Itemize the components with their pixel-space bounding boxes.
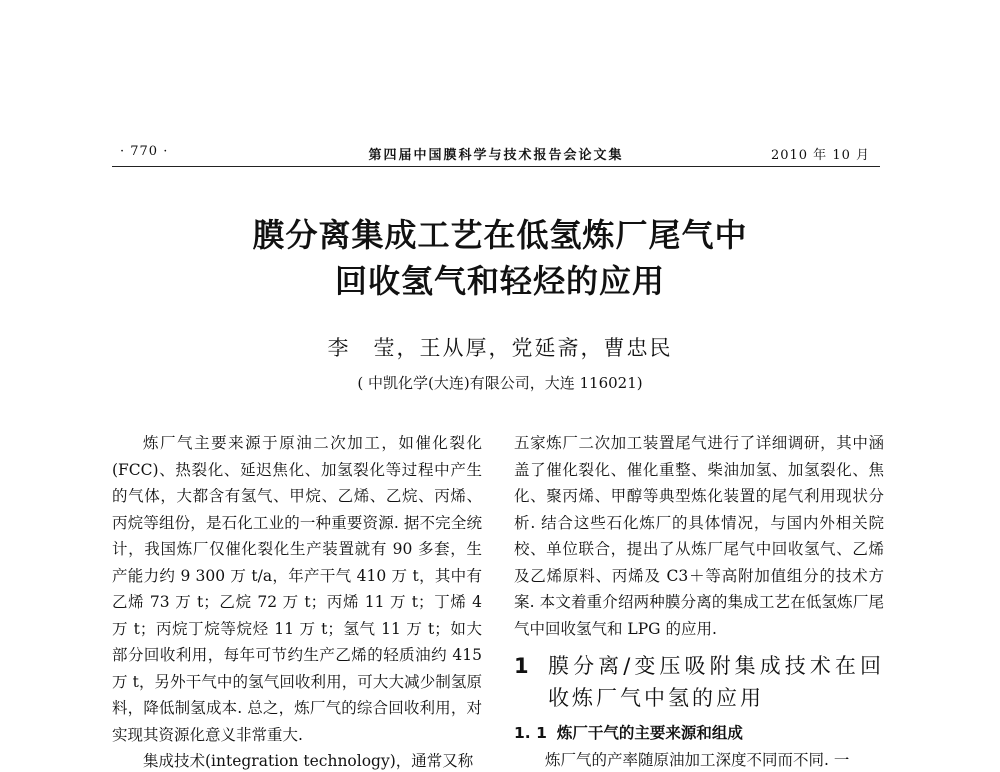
left-paragraph-1: 炼厂气主要来源于原油二次加工，如催化裂化(FCC)、热裂化、延迟焦化、加氢裂化等过程中产生的气体，大都含有氢气、甲烷、乙烯、乙烷、丙烯、丙烷等组份，是石化工业的一种重要资源. 据不完全统计，我国炼厂仅催化裂化生产装置就有 90 多套，生产能力约 9 300 万 t/a，年产干气 410 万 t，其中有乙烯 73 万 t；乙烷 72 万 t；丙烯 11 万 t；丁烯 4 万 t；丙烷丁烷等烷烃 11 万 t；氢气 11 万 t；如大部分回收利用，每年可节约生产乙烯的轻质油约 415 万 t，另外干气中的氢气回收利用，可大大减少制氢原料，降低制氢成本. 总之，炼厂气的综合回收利用，对实现其资源化意义非常重大. <box>112 434 482 744</box>
page-number: · 770 · <box>120 144 169 159</box>
section-1-title: 膜分离/变压吸附集成技术在回收炼厂气中氢的应用 <box>548 654 884 710</box>
section-1-1-heading <box>514 720 884 747</box>
journal-name: 第四届中国膜科学与技术报告会论文集 <box>368 148 624 163</box>
right-column <box>514 430 884 771</box>
publication-date: 2010 年 10 月 <box>770 148 870 163</box>
section-1-heading <box>514 650 884 714</box>
left-column <box>112 430 482 772</box>
right-paragraph-1: 五家炼厂二次加工装置尾气进行了详细调研，其中涵盖了催化裂化、催化重整、柴油加氢、加氢裂化、焦化、聚丙烯、甲醇等典型炼化装置的尾气利用现状分析. 结合这些石化炼厂的具体情况，与国内外相关院校、单位联合，提出了从炼厂尾气中回收氢气、乙烯及乙烯原料、丙烯及 C3＋等高附加值组分的技术方案. 本文着重介绍两种膜分离的集成工艺在低氢炼厂尾气中回收氢气和 LPG 的应用. <box>514 434 884 638</box>
title-line-2: 回收氢气和轻烃的应用 <box>334 262 665 300</box>
left-paragraph-2: 集成技术(integration technology)，通常又称 <box>143 752 474 770</box>
paper-title <box>100 212 900 304</box>
authors: 李 莹，王从厚，党延斋，曹忠民 <box>327 336 673 360</box>
title-line-1: 膜分离集成工艺在低氢炼厂尾气中 <box>252 216 748 254</box>
section-1-1-title: 炼厂干气的主要来源和组成 <box>556 724 743 742</box>
section-1-1-number: 1. 1 <box>514 724 547 742</box>
running-header <box>112 142 880 167</box>
section-1-number: 1 <box>514 654 532 678</box>
right-paragraph-2: 炼厂气的产率随原油加工深度不同而不同. 一 <box>545 750 850 769</box>
affiliation: ( 中凯化学(大连)有限公司，大连 116021) <box>357 374 643 392</box>
